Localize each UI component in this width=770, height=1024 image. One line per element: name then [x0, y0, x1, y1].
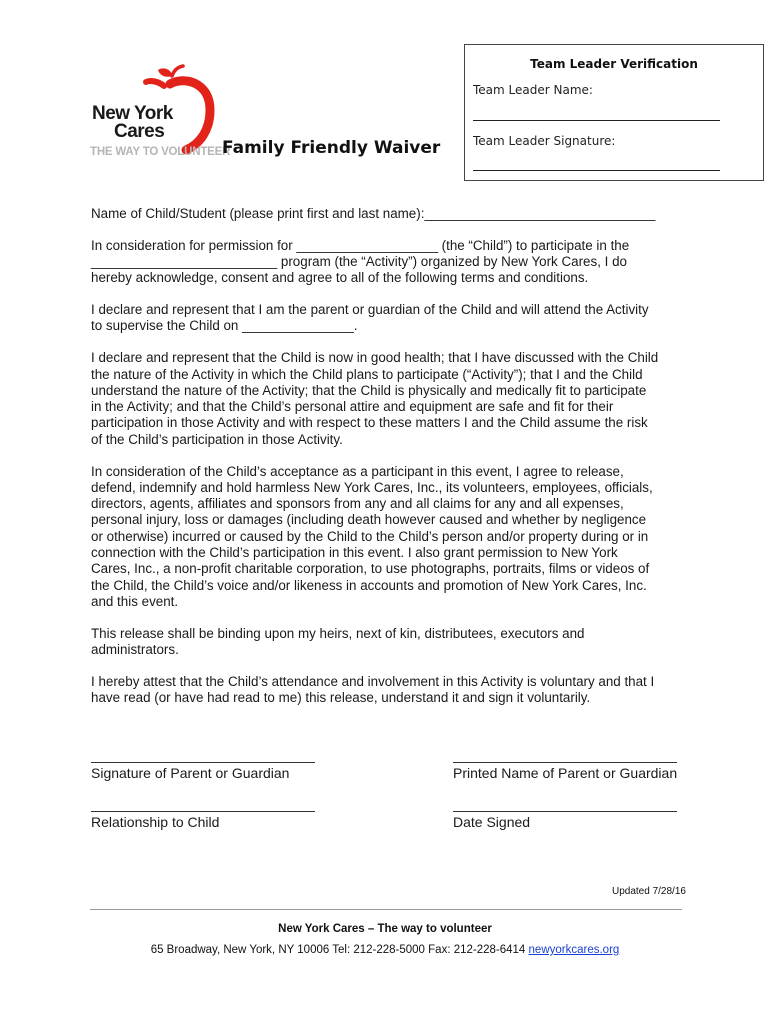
new-york-cares-logo	[88, 64, 231, 160]
team-leader-heading: Team Leader Verification	[530, 57, 698, 71]
parent-declaration-paragraph: I declare and represent that I am the parent or guardian of the Child and will attend the Activity to supervise the Child on _______________.	[91, 302, 649, 334]
waiver-body	[91, 206, 691, 722]
footer-address: 65 Broadway, New York, NY 10006 Tel: 212-228-5000 Fax: 212-228-6414	[150, 944, 529, 956]
logo-wordmark	[92, 105, 173, 141]
footer-divider	[90, 909, 682, 910]
relationship-line[interactable]	[91, 811, 315, 812]
attestation-paragraph: I hereby attest that the Child’s attendance and involvement in this Activity is voluntary and that I have read (or have had read to me) this release, understand it and sign it voluntarily.	[91, 673, 655, 706]
updated-date: Updated 7/28/16	[612, 886, 686, 897]
relationship-label: Relationship to Child	[91, 814, 220, 830]
website-link[interactable]: newyorkcares.org	[528, 944, 620, 956]
team-leader-name-field[interactable]	[473, 120, 720, 121]
team-leader-name-label: Team Leader Name:	[473, 83, 593, 97]
parent-signature-line[interactable]	[91, 762, 315, 763]
team-leader-verification-box	[464, 44, 764, 181]
date-signed-label: Date Signed	[453, 814, 531, 830]
team-leader-signature-label: Team Leader Signature:	[473, 134, 616, 148]
logo-tagline: THE WAY TO VOLUNTEER	[90, 146, 231, 158]
consideration-paragraph: In consideration for permission for ___________________ (the “Child”) to participate in the _________________________ program (the “Activity”) organized by New York Cares, I do hereby acknowledge, consent and agree to all of the following terms and conditions.	[91, 237, 630, 286]
form-title: Family Friendly Waiver	[222, 138, 441, 158]
logo-line-2: Cares	[114, 121, 165, 142]
footer-org-line: New York Cares – The way to volunteer	[278, 923, 492, 935]
child-name-field[interactable]: Name of Child/Student (please print first and last name):_______________________________	[91, 206, 656, 221]
parent-signature-label: Signature of Parent or Guardian	[91, 765, 290, 781]
team-leader-signature-field[interactable]	[473, 170, 720, 171]
release-paragraph: In consideration of the Child’s acceptance as a participant in this event, I agree to release, defend, indemnify and hold harmless New York Cares, Inc., its volunteers, employees, officials, directors, agents, affiliates and sponsors from any and all claims for any and all expenses, personal injury, loss or damages (including death however caused and whether by negligence or otherwise) incurred or caused by the Child to the Child’s person and/or property during or in connection with the Child’s participation in this event. I also grant permission to New York Cares, Inc., a non-profit charitable corporation, to use photographs, portraits, films or videos of the Child, the Child’s voice and/or likeness in accounts and promotion of New York Cares, Inc. and this event.	[91, 463, 653, 609]
date-signed-line[interactable]	[453, 811, 677, 812]
binding-paragraph: This release shall be binding upon my heirs, next of kin, distributees, executors and administrators.	[91, 625, 585, 658]
footer-address-line	[0, 944, 770, 956]
logo-line-1: New York	[92, 103, 173, 124]
health-declaration-paragraph: I declare and represent that the Child is now in good health; that I have discussed with the Child the nature of the Activity in which the Child plans to participate (“Activity”); that I and the Child understand the nature of the Activity; that the Child is physically and medically fit to participate in the Activity; and that the Child’s personal attire and equipment are safe and fit for their participation in those Activity and with respect to these matters I and the Child assume the risk of the Child’s participation in those Activity.	[91, 350, 659, 447]
printed-name-label: Printed Name of Parent or Guardian	[453, 765, 678, 781]
printed-name-line[interactable]	[453, 762, 677, 763]
